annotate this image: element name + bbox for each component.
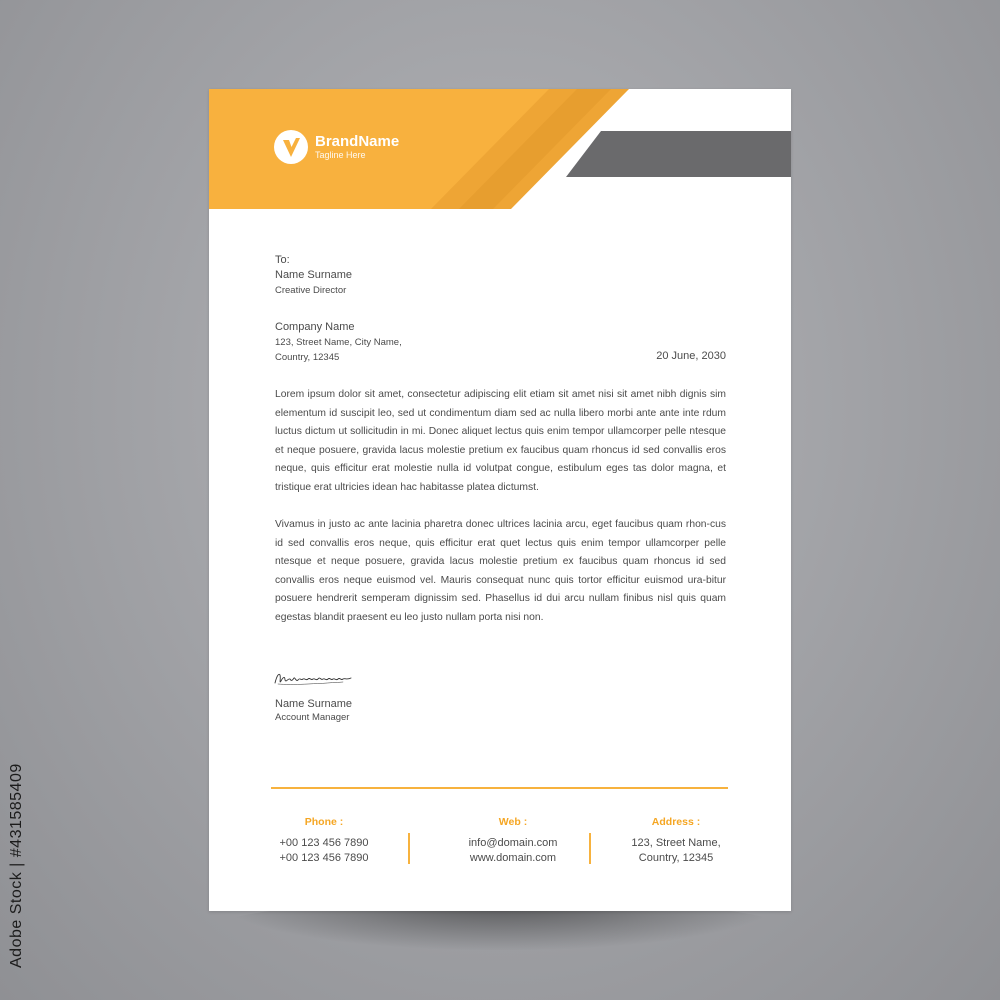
- footer-address-heading: Address :: [651, 816, 701, 828]
- body-paragraph-2: Vivamus in justo ac ante lacinia pharetra donec ultrices lacinia arcu, eget faucibus quam rhon-cus id sed convallis eros neque, quis efficitur erat quet lectus quis enim tempor ullamcorper pelle ntesque et neque posuere, gravida lacus molestie pretium ex faucibus quam rhoncus id sed convallis eros neque euismod vel. Mauris consequat nunc quis tortor efficitur euismod ura-bitur posuere hendrerit semperam dignissim sed. Phasellus id dui arcu nullam finibus nisl quis quam egestas blandit praesent eu leo justo nullam porta nisi non.: [275, 519, 726, 623]
- footer-email: info@domain.com: [468, 837, 558, 849]
- footer-address-line: 123, Street Name,: [631, 837, 721, 849]
- stock-id-label: Adobe Stock | #431585409: [8, 763, 25, 968]
- footer-separator: [408, 833, 410, 864]
- brand-name: BrandName: [315, 133, 400, 150]
- brand-block: [274, 130, 399, 164]
- footer-divider: [271, 787, 728, 789]
- letter-date: 20 June, 2030: [656, 350, 726, 362]
- signatory-name: Name Surname: [275, 698, 353, 710]
- footer-phone: [234, 816, 414, 865]
- brand-tagline: Tagline Here: [315, 150, 366, 160]
- letterhead-page: [209, 89, 791, 911]
- company-name: Company Name: [275, 321, 355, 333]
- signatory-title: Account Manager: [275, 712, 350, 723]
- recipient-title: Creative Director: [275, 285, 347, 296]
- footer-phone-line: +00 123 456 7890: [279, 837, 369, 849]
- footer-web-heading: Web :: [498, 816, 528, 828]
- recipient-label: To:: [275, 254, 290, 266]
- company-address-line1: 123, Street Name, City Name,: [275, 337, 402, 348]
- footer-website: www.domain.com: [469, 851, 557, 864]
- footer-phone-heading: Phone :: [304, 816, 344, 828]
- footer-address-line: Country, 12345: [638, 851, 714, 864]
- v-logo-icon: [274, 130, 308, 164]
- recipient-name: Name Surname: [275, 269, 353, 281]
- company-address-line2: Country, 12345: [275, 352, 340, 363]
- body-paragraph-1: Lorem ipsum dolor sit amet, consectetur adipiscing elit etiam sit amet nisi sit amet nibh dignis sim elementum id suscipit leo, sed ut condimentum diam sed ac nulla libero morbi ante ante inte rdum luctus dictum ut sollicitudin in mi. Donec aliquet lectus quis enim tempor ullamcorper pelle ntesque et neque posuere, gravida lacus molestie pretium ex faucibus quam rhoncus id sed convallis eros neque, quis efficitur erat molestie nulla id volutpat congue, estibulum eges tas dolor magna, et tristique erat ultricies idean hac habitasse platea dictumst.: [275, 389, 726, 493]
- handwritten-signature: [273, 669, 357, 689]
- footer-phone-line: +00 123 456 7890: [279, 851, 369, 864]
- footer-address: [586, 816, 766, 865]
- footer-web: [423, 816, 603, 865]
- header-gray-band: [566, 131, 791, 177]
